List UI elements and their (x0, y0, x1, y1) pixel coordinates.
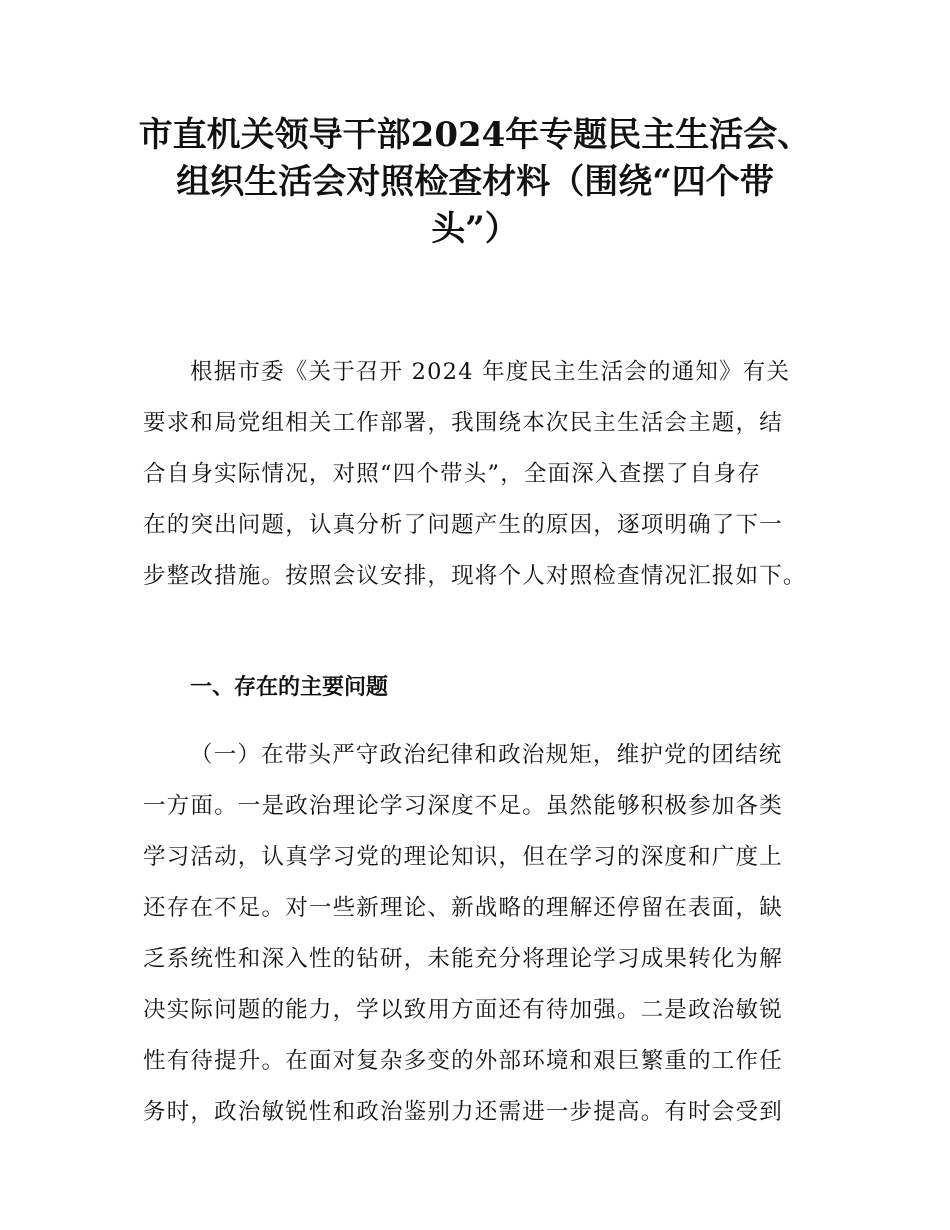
section-line: 性有待提升。在面对复杂多变的外部环境和艰巨繁重的工作任 (143, 1048, 783, 1074)
section-line: 学习活动，认真学习党的理论知识，但在学习的深度和广度上 (143, 844, 783, 870)
intro-paragraph (143, 347, 833, 602)
section-line: 一方面。一是政治理论学习深度不足。虽然能够积极参加各类 (143, 793, 783, 819)
section-paragraph (143, 730, 833, 1138)
intro-line: 合自身实际情况，对照“四个带头”，全面深入查摆了自身存 (143, 461, 761, 487)
document-title (120, 112, 830, 253)
title-line: 市直机关领导干部2024年专题民主生活会、 (138, 115, 812, 155)
intro-line: 在的突出问题，认真分析了问题产生的原因，逐项明确了下一 (143, 512, 783, 538)
intro-line: 要求和局党组相关工作部署，我围绕本次民主生活会主题，结 (143, 410, 783, 436)
section-line: 决实际问题的能力，学以致用方面还有待加强。二是政治敏锐 (143, 997, 783, 1023)
intro-line: 根据市委《关于召开 2024 年度民主生活会的通知》有关 (190, 359, 791, 385)
intro-line: 步整改措施。按照会议安排，现将个人对照检查情况汇报如下。 (143, 563, 807, 589)
title-line: 组织生活会对照检查材料（围绕“四个带 (176, 162, 774, 202)
section-heading: 一、存在的主要问题 (190, 675, 389, 700)
title-line: 头”） (431, 209, 519, 249)
section-line: （一）在带头严守政治纪律和政治规矩，维护党的团结统 (190, 742, 783, 768)
section-line: 还存在不足。对一些新理论、新战略的理解还停留在表面，缺 (143, 895, 783, 921)
section-line: 务时，政治敏锐性和政治鉴别力还需进一步提高。有时会受到 (143, 1099, 783, 1125)
section-line: 乏系统性和深入性的钻研，未能充分将理论学习成果转化为解 (143, 946, 783, 972)
